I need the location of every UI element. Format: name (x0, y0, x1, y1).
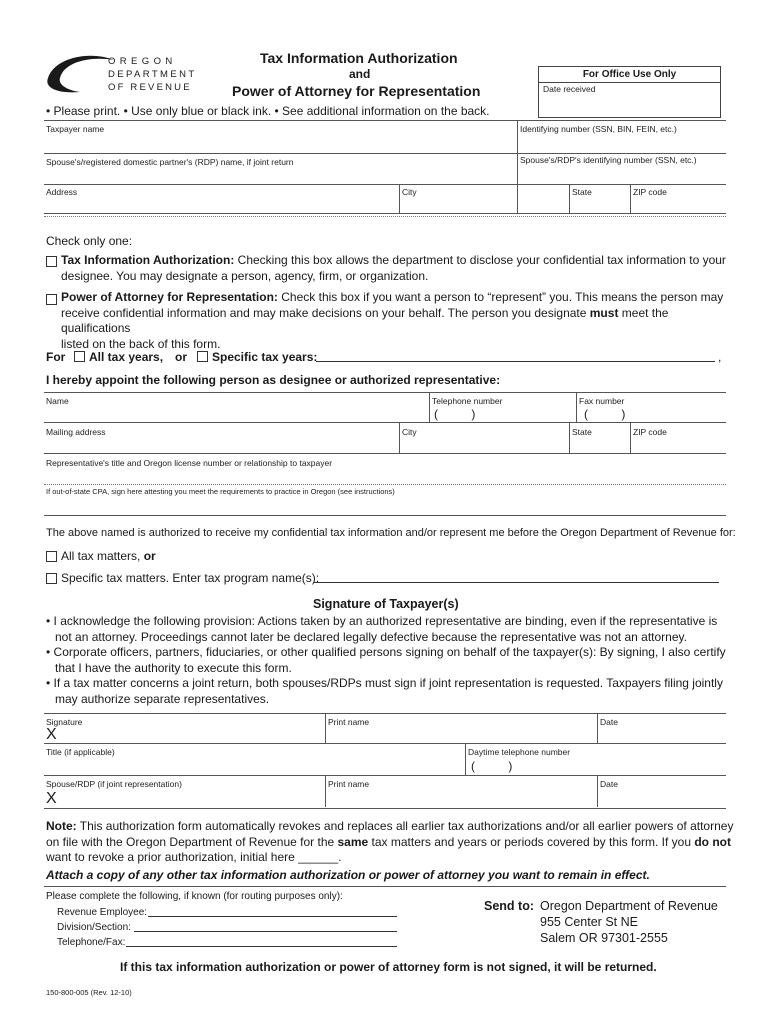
unsigned-warning: If this tax information authorization or power of attorney form is not signed, it will be returned. (120, 960, 657, 974)
poa-description: Power of Attorney for Representation: Check this box if you want a person to “represent” you. This means the person may receive confidential information and may make decisions on your behalf. The person you designate must meet the qualifications listed on the back of this form. (61, 290, 724, 351)
all-years-checkbox[interactable] (74, 351, 85, 362)
zip-label: ZIP code (633, 187, 667, 197)
or-label: or (175, 350, 187, 364)
all-years-label: All tax years, (89, 350, 164, 364)
tia-checkbox[interactable] (46, 256, 57, 267)
title-field[interactable] (44, 757, 464, 775)
spouse-date-label: Date (600, 779, 618, 789)
form-title-2: Power of Attorney for Representation (232, 83, 481, 99)
zip-field[interactable] (631, 197, 726, 213)
designee-zip-field[interactable] (631, 437, 726, 453)
spouse-print-name-label: Print name (328, 779, 370, 789)
office-use-label: For Office Use Only (582, 69, 677, 80)
city-field[interactable] (400, 197, 568, 213)
form-title-and: and (349, 67, 371, 81)
spouse-signature-field[interactable] (60, 791, 324, 807)
specific-matters-checkbox[interactable] (46, 573, 57, 584)
print-name-field[interactable] (326, 727, 596, 743)
revenue-employee-label: Revenue Employee: (57, 907, 148, 918)
routing-intro: Please complete the following, if known (for routing purposes only): (46, 891, 343, 902)
daytime-phone-label: Daytime telephone number (468, 747, 571, 757)
specific-matters-input[interactable] (313, 572, 719, 583)
spouse-id-label: Spouse's/RDP's identifying number (SSN, etc.) (520, 155, 697, 165)
oregon-logo (44, 52, 197, 96)
identifying-number-label: Identifying number (SSN, BIN, FEIN, etc.) (520, 124, 677, 134)
ack-bullets: • I acknowledge the following provision: Actions taken by an authorized representative are binding, even if the representative is not an attorney. Proceedings cannot later be declared legally defective because the representative was not an attorney. • Corporate officers, partners, fiduciaries, or other qualified persons signing on behalf of the taxpayer(s): By signing, I also certify that I have the authority to execute this form. • If a tax matter concerns a joint return, both spouses/RDPs must sign if joint representation is requested. Taxpayers filing jointly may authorize separate representatives. (46, 614, 726, 706)
address-field[interactable] (44, 197, 398, 213)
attach-copy-note: Attach a copy of any other tax information authorization or power of attorney you want to remain in effect. (46, 868, 650, 882)
send-to-address-3: Salem OR 97301-2555 (540, 931, 668, 945)
designee-zip-label: ZIP code (633, 427, 667, 437)
spouse-signature-x: X (46, 790, 57, 807)
cpa-signature-field[interactable] (44, 497, 726, 515)
matters-intro: The above named is authorized to receive my confidential tax information and/or represent me before the Oregon Department of Revenue for: (46, 527, 736, 539)
mailing-address-field[interactable] (44, 437, 398, 453)
rep-title-label: Representative's title and Oregon license number or relationship to taxpayer (46, 458, 333, 468)
poa-checkbox[interactable] (46, 294, 57, 305)
specific-matters-label: Specific tax matters. Enter tax program name(s): (61, 571, 320, 585)
spouse-id-field[interactable] (518, 167, 726, 183)
designee-state-label: State (572, 427, 592, 437)
address-label: Address (46, 187, 78, 197)
fax-field[interactable]: ( ) (584, 407, 626, 421)
taxpayer-name-label: Taxpayer name (46, 124, 105, 134)
daytime-phone-field[interactable]: ( ) (471, 759, 513, 773)
form-number: 150-800-005 (Rev. 12-10) (46, 988, 132, 997)
taxpayer-name-field[interactable] (44, 134, 516, 152)
spouse-name-label: Spouse's/registered domestic partner's (RDP) name, if joint return (46, 157, 294, 167)
spouse-name-field[interactable] (44, 167, 516, 183)
rep-title-field[interactable] (44, 468, 726, 484)
send-to-address-1: Oregon Department of Revenue (540, 899, 718, 913)
form-title-1: Tax Information Authorization (260, 50, 458, 66)
designee-name-field[interactable] (44, 406, 428, 422)
mailing-address-label: Mailing address (46, 427, 106, 437)
note-paragraph: Note: This authorization form automatically revokes and replaces all earlier tax authorizations and/or all earlier powers of attorney on file with the Oregon Department of Revenue for the same tax matters and years or periods covered by this form. If you do not want to revoke a prior authorization, initial here ______. (46, 819, 734, 864)
send-to-label: Send to: (484, 899, 534, 913)
spouse-date-field[interactable] (598, 791, 726, 807)
signature-heading: Signature of Taxpayer(s) (313, 597, 459, 611)
check-only-heading: Check only one: (46, 234, 133, 248)
all-matters-checkbox[interactable] (46, 551, 57, 562)
date-field[interactable] (598, 727, 726, 743)
for-label: For (46, 350, 66, 364)
logo-text-department: DEPARTMENT (108, 69, 197, 80)
logo-text-oregon: OREGON (108, 56, 177, 67)
date-label: Date (600, 717, 618, 727)
signature-field[interactable] (60, 727, 324, 743)
date-received-label: Date received (543, 84, 596, 94)
logo-text-revenue: OF REVENUE (108, 82, 192, 93)
designee-name-label: Name (46, 396, 69, 406)
telephone-fax-input[interactable] (126, 936, 397, 947)
specific-years-checkbox[interactable] (197, 351, 208, 362)
cpa-label: If out-of-state CPA, sign here attesting you meet the requirements to practice in Oregon (see instructions) (46, 487, 395, 496)
fax-label: Fax number (579, 396, 625, 406)
revenue-employee-input[interactable] (148, 906, 397, 917)
telephone-label: Telephone number (432, 396, 503, 406)
title-label: Title (if applicable) (46, 747, 115, 757)
all-matters-label: All tax matters, or (61, 549, 156, 563)
spouse-print-name-field[interactable] (326, 791, 596, 807)
designee-city-field[interactable] (400, 437, 568, 453)
specific-years-comma: , (718, 350, 722, 364)
signature-label: Signature (46, 717, 83, 727)
state-label: State (572, 187, 592, 197)
tia-description: Tax Information Authorization: Checking this box allows the department to disclose your confidential tax information to your designee. You may designate a person, agency, firm, or organization. (61, 253, 726, 283)
specific-years-label: Specific tax years: (212, 350, 318, 364)
office-use-box (538, 66, 721, 118)
identifying-number-field[interactable] (518, 134, 726, 152)
designee-state-field[interactable] (570, 437, 629, 453)
division-section-input[interactable] (134, 921, 397, 932)
telephone-field[interactable]: ( ) (434, 407, 476, 421)
telephone-fax-label: Telephone/Fax: (57, 937, 126, 948)
designee-city-label: City (402, 427, 417, 437)
send-to-address-2: 955 Center St NE (540, 915, 638, 929)
designee-heading: I hereby appoint the following person as designee or authorized representative: (46, 373, 501, 387)
spouse-signature-label: Spouse/RDP (if joint representation) (46, 779, 182, 789)
signature-x: X (46, 726, 57, 743)
division-section-label: Division/Section: (57, 922, 131, 933)
instructions: • Please print. • Use only blue or black ink. • See additional information on the back. (46, 104, 490, 118)
city-label: City (402, 187, 417, 197)
specific-years-input[interactable] (316, 351, 715, 362)
state-field[interactable] (570, 197, 629, 213)
print-name-label: Print name (328, 717, 370, 727)
